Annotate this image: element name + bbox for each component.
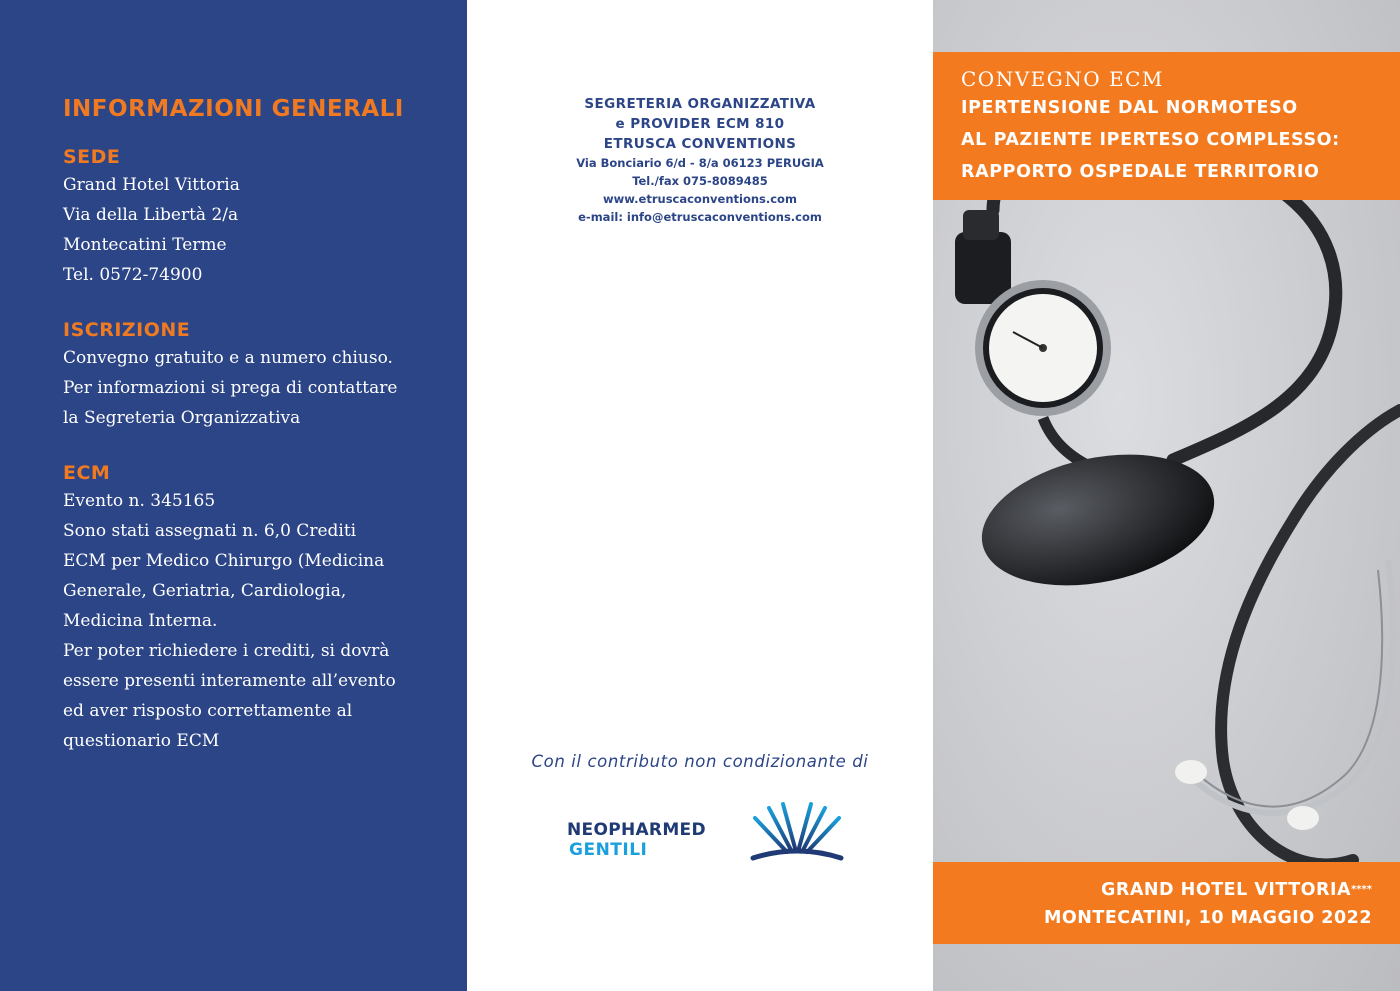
venue-date: MONTECATINI, 10 MAGGIO 2022	[1043, 908, 1372, 928]
cover-panel	[933, 0, 1400, 991]
info-heading: INFORMAZIONI GENERALI	[63, 96, 404, 122]
iscrizione-text: Convegno gratuito e a numero chiuso. Per informazioni si prega di contattare la Segreteria Organizzativa	[63, 348, 398, 428]
ecm-text: Evento n. 345165 Sono stati assegnati n. 6,0 Crediti ECM per Medico Chirurgo (Medicina Generale, Geriatria, Cardiologia, Medicina Interna. Per poter richiedere i crediti, si dovrà essere presenti interamente all’evento ed aver risposto correttamente al questionario ECM	[63, 491, 396, 751]
event-title-line-1: IPERTENSIONE DAL NORMOTESO	[961, 98, 1298, 118]
organizer-phone: Tel./fax 075-8089485	[632, 174, 768, 188]
venue-name	[933, 876, 1372, 904]
organizer-website[interactable]: www.etruscaconventions.com	[603, 192, 797, 206]
venue-banner	[933, 862, 1400, 944]
sede-heading: SEDE	[63, 146, 121, 168]
organizer-line-2: e PROVIDER ECM 810	[615, 116, 785, 132]
organizer-email[interactable]: e-mail: info@etruscaconventions.com	[578, 210, 822, 224]
organizer-panel	[467, 0, 933, 991]
sede-text: Grand Hotel Vittoria Via della Libertà 2/a Montecatini Terme Tel. 0572-74900	[63, 175, 240, 285]
event-title-line-3: RAPPORTO OSPEDALE TERRITORIO	[961, 162, 1320, 182]
sponsor-logo-block	[567, 800, 857, 870]
iscrizione-heading: ISCRIZIONE	[63, 319, 191, 341]
event-title-line-2: AL PAZIENTE IPERTESO COMPLESSO:	[961, 130, 1340, 150]
organizer-address: Via Bonciario 6/d - 8/a 06123 PERUGIA	[576, 156, 824, 170]
venue-hotel: GRAND HOTEL VITTORIA	[1101, 880, 1352, 900]
event-type: CONVEGNO ECM	[961, 67, 1164, 91]
organizer-block	[467, 94, 933, 226]
info-panel	[0, 0, 467, 991]
info-content	[63, 94, 443, 756]
title-banner	[933, 52, 1400, 200]
contribution-note: Con il contributo non condizionante di	[531, 752, 869, 771]
organizer-name: ETRUSCA CONVENTIONS	[603, 136, 797, 152]
organizer-line-1: SEGRETERIA ORGANIZZATIVA	[584, 96, 816, 112]
sponsor-name-primary: NEOPHARMED	[567, 820, 706, 840]
ecm-heading: ECM	[63, 462, 111, 484]
sponsor-name-secondary: GENTILI	[569, 840, 648, 860]
hotel-stars: ****	[1351, 884, 1372, 895]
sunburst-logo-icon	[749, 800, 845, 864]
